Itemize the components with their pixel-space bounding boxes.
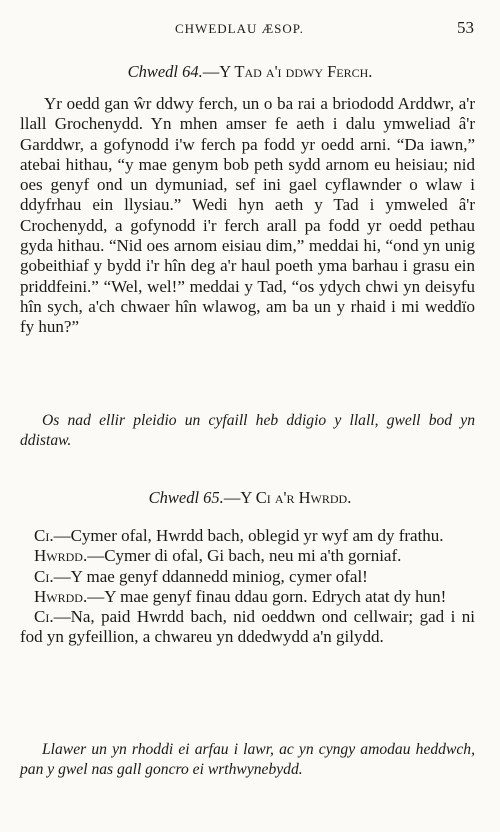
fable-65-title [0, 488, 500, 508]
fable-65-dialogue [20, 526, 475, 648]
speech-text: —Y mae genyf finau ddau gorn. Edrych atat dy hun! [87, 586, 447, 606]
dialogue-line [20, 607, 475, 648]
dialogue-line [20, 526, 475, 546]
fable-65-moral: Llawer un yn rhoddi ei arfau i lawr, ac yn cyngy amodau heddwch, pan y gwel nas gall goncro ei wrthwynebydd. [20, 741, 475, 778]
speaker-name: Ci. [34, 566, 54, 586]
dialogue-line [20, 546, 475, 566]
speaker-name: Ci. [34, 607, 54, 627]
fable-64-paragraph: Yr oedd gan ŵr ddwy ferch, un o ba rai a briododd Arddwr, a'r llall Grochenydd. Yn mhen amser fe aeth i dalu ymweliad â'r Garddwr, a gofynodd i'w ferch pa fodd yr oedd arni. “Da iawn,” atebai hithau, “y mae genym bob peth sydd arnom eu heisiau; nid oes genyf ond un dymuniad, sef ini gael cyflawnder o wlaw i ddyfrhau ein llysiau.” Wedi hyn aeth y Tad i ymweled â'r Crochenydd, a gofynodd i'r ferch arall pa fodd yr oedd pethau gyda hithau. “Nid oes arnom eisiau dim,” meddai hi, “ond yn unig gobeithiaf y bydd i'r hîn deg a'r haul poeth yma barhau i grasu ein priddfeini.” “Wel, wel!” meddai y Tad, “os ydych chwi yn deisyfu hîn sych, a'ch chwaer hîn wlawog, am ba un y rhaid i mi weddïo fy hun?” [20, 94, 475, 337]
speaker-name: Hwrdd. [34, 586, 88, 606]
fable-64-number: Chwedl 64. [127, 62, 203, 81]
speech-text: —Cymer ofal, Hwrdd bach, oblegid yr wyf am dy frathu. [53, 526, 444, 545]
speaker-name: Ci. [34, 526, 54, 545]
running-title: CHWEDLAU ÆSOP. [175, 21, 304, 36]
speech-text: —Cymer di ofal, Gi bach, neu mi a'th gorniaf. [87, 546, 402, 566]
title-dash: — [223, 488, 241, 507]
page-number: 53 [457, 18, 474, 37]
fable-65-number: Chwedl 65. [148, 488, 224, 507]
page-header [0, 18, 500, 42]
fable-64-title [0, 62, 500, 82]
fable-64-heading: Y Tad a'i ddwy Ferch. [219, 62, 373, 81]
dialogue-line [20, 587, 475, 607]
speaker-name: Hwrdd. [34, 546, 88, 566]
fable-64-moral: Os nad ellir pleidio un cyfaill heb ddigio y llall, gwell bod yn ddistaw. [20, 412, 475, 449]
fable-64-body [20, 94, 475, 338]
speech-text: —Na, paid Hwrdd bach, nid oeddwn ond cellwair; gad i ni fod yn gyfeillion, a chwareu yn ddedwydd a'n gilydd. [20, 607, 475, 647]
dialogue-line [20, 567, 475, 587]
speech-text: —Y mae genyf ddannedd miniog, cymer ofal! [53, 566, 368, 586]
title-dash: — [202, 62, 220, 81]
fable-65-heading: Y Ci a'r Hwrdd. [240, 488, 352, 507]
